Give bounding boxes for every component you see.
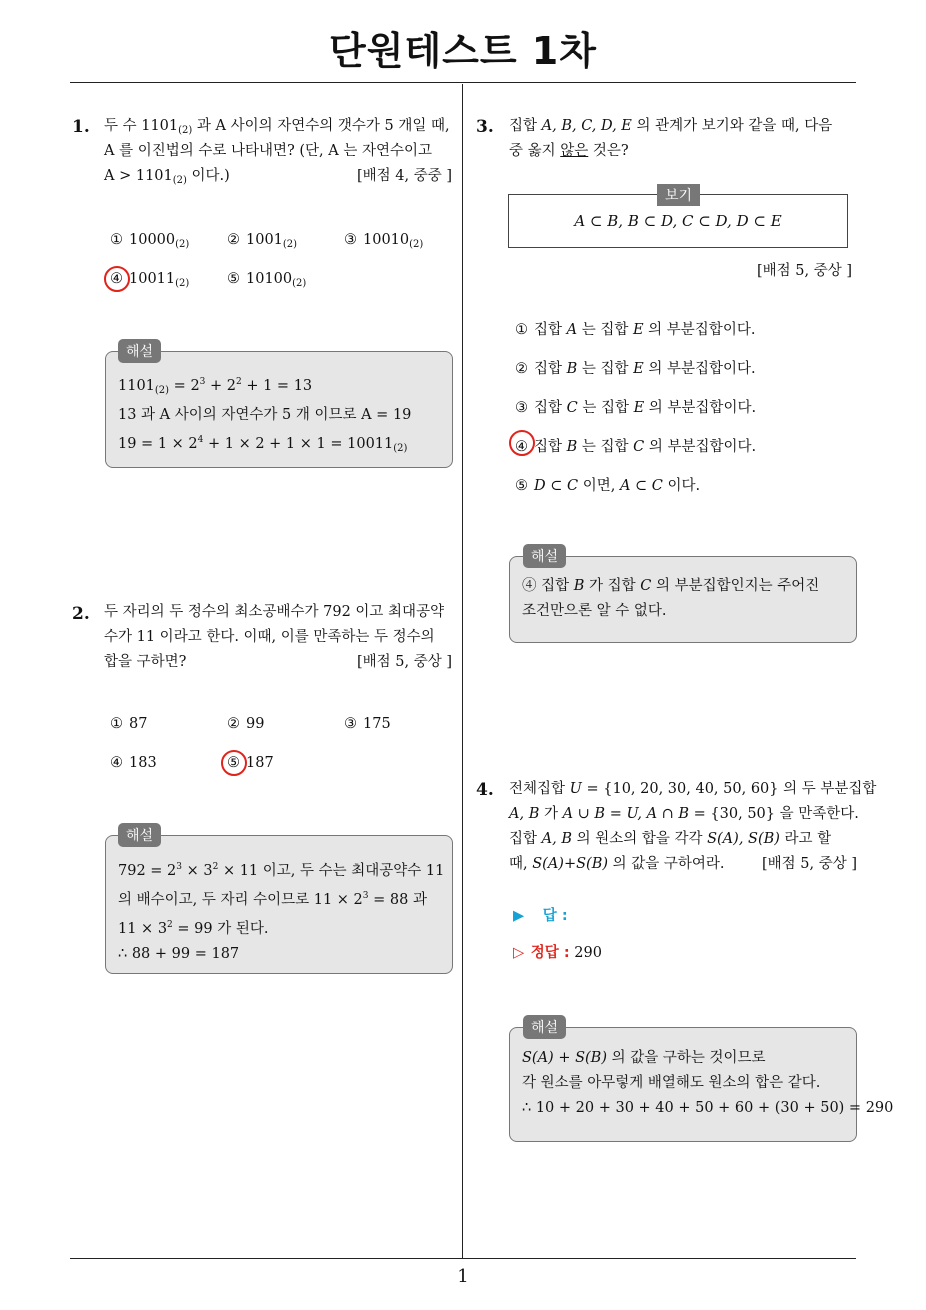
q3-score: [배점 5, 중상 ] — [756, 263, 852, 279]
q3-explanation-tag: 해설 — [523, 544, 566, 568]
q4-number: 4. — [476, 780, 494, 800]
q3-selected-circle-icon — [509, 430, 535, 456]
q3-choice-1[interactable]: ① 집합 A 는 집합 E 의 부분집합이다. — [515, 322, 756, 338]
q1-choice-4[interactable]: ④ $10011_{(2)}$ — [110, 271, 190, 289]
q2-explanation-tag: 해설 — [118, 823, 161, 847]
correct-label: 정답 : — [530, 945, 570, 961]
q2-choice-3[interactable]: ③ 175 — [344, 716, 391, 732]
q4-answer-row[interactable] — [513, 904, 568, 925]
correct-value: 290 — [574, 945, 602, 961]
q2-choice-5[interactable]: ⑤ 187 — [227, 755, 274, 771]
q1-choice-5[interactable]: ⑤ $10100_{(2)}$ — [227, 271, 307, 289]
q1-number: 1. — [72, 117, 90, 137]
q2-explanation-text: $792 = 2^3 \times 3^2 \times 11$ 이고, 두 수는 최대공약수 11 의 배수이고, 두 자리 수이므로 $11 \times 2^3 = 88$ 과 $11 \times 3^2 = 99$ 가 된다. ∴ 88 + 99 = 187 — [118, 862, 445, 962]
q4-text: 전체집합 U = {10, 20, 30, 40, 50, 60} 의 두 부분집합 A, B 가 A ∪ B = U, A ∩ B = {30, 50} 을 만족한다. 집합 A, B 의 원소의 합을 각각 S(A), S(B) 라고 할 때, S(A)+S(B) 의 값을 구하여라. [배점 5, 중상 ] — [509, 777, 857, 877]
column-divider — [462, 84, 463, 1259]
q2-choice-2[interactable]: ② 99 — [227, 716, 265, 732]
q3-bogi-box: A ⊂ B, B ⊂ D, C ⊂ D, D ⊂ E — [508, 194, 848, 248]
page-number: 1 — [457, 1266, 469, 1287]
page-title: 단원테스트 1차 — [329, 29, 597, 73]
q1-choice-2[interactable]: ② $1001_{(2)}$ — [227, 232, 298, 250]
q1-selected-circle-icon — [104, 266, 130, 292]
q3-bogi-tag: 보기 — [657, 184, 700, 206]
q2-score: [배점 5, 중상 ] — [356, 654, 452, 670]
q1-text: 두 수 $1101_{(2)}$ 과 A 사이의 자연수의 갯수가 5 개일 때, A 를 이진법의 수로 나타내면? (단, A 는 자연수이고 $A > 1101_{(2)}$ 이다.) [배점 4, 중중 ] — [104, 114, 452, 189]
q2-choice-1[interactable]: ① 87 — [110, 716, 148, 732]
q4-explanation-tag: 해설 — [523, 1015, 566, 1039]
top-rule — [70, 82, 856, 83]
q3-choice-5[interactable]: ⑤ D ⊂ C 이면, A ⊂ C 이다. — [515, 478, 701, 494]
q2-choice-4[interactable]: ④ 183 — [110, 755, 157, 771]
q3-choice-4[interactable]: ④ 집합 B 는 집합 C 의 부분집합이다. — [515, 439, 757, 455]
answer-label: 답 : — [542, 908, 568, 924]
q3-choice-3[interactable]: ③ 집합 C 는 집합 E 의 부분집합이다. — [515, 400, 757, 416]
q2-number: 2. — [72, 604, 90, 624]
q1-score: [배점 4, 중중 ] — [356, 168, 452, 184]
q3-text: 집합 A, B, C, D, E 의 관계가 보기와 같을 때, 다음 중 옳지 않은 것은? — [509, 118, 833, 159]
q1-choice-1[interactable]: ① $10000_{(2)}$ — [110, 232, 190, 250]
q3-choice-2[interactable]: ② 집합 B 는 집합 E 의 부분집합이다. — [515, 361, 756, 377]
q4-explanation-text: S(A) + S(B) 의 값을 구하는 것이므로 각 원소를 아무렇게 배열해도 원소의 합은 같다. ∴ 10 + 20 + 30 + 40 + 50 + 60 + (30 + 50) = 290 — [522, 1050, 894, 1116]
bottom-rule — [70, 1258, 856, 1259]
answer-arrow-icon: ▶ — [513, 908, 525, 924]
q1-explanation-text: $1101_{(2)} = 2^3 + 2^2 + 1 = 13$ 13 과 A 사이의 자연수가 5 개 이므로 A = 19 $19 = 1 \times 2^4 + 1 \times 2 + 1 \times 1 = 10011_{(2)}$ — [118, 377, 412, 454]
q3-explanation-text: ④ 집합 B 가 집합 C 의 부분집합인지는 주어진 조건만으론 알 수 없다. — [522, 578, 820, 619]
q1-choice-3[interactable]: ③ $10010_{(2)}$ — [344, 232, 424, 250]
q1-explanation-tag: 해설 — [118, 339, 161, 363]
q3-number: 3. — [476, 117, 494, 137]
q2-text: 두 자리의 두 정수의 최소공배수가 792 이고 최대공약 수가 11 이라고 한다. 이때, 이를 만족하는 두 정수의 합을 구하면? [배점 5, 중상 ] — [104, 600, 452, 675]
q2-selected-circle-icon — [221, 750, 247, 776]
correct-arrow-icon: ▷ — [513, 945, 525, 961]
q4-correct-row — [513, 941, 602, 962]
q4-score: [배점 5, 중상 ] — [761, 856, 857, 872]
